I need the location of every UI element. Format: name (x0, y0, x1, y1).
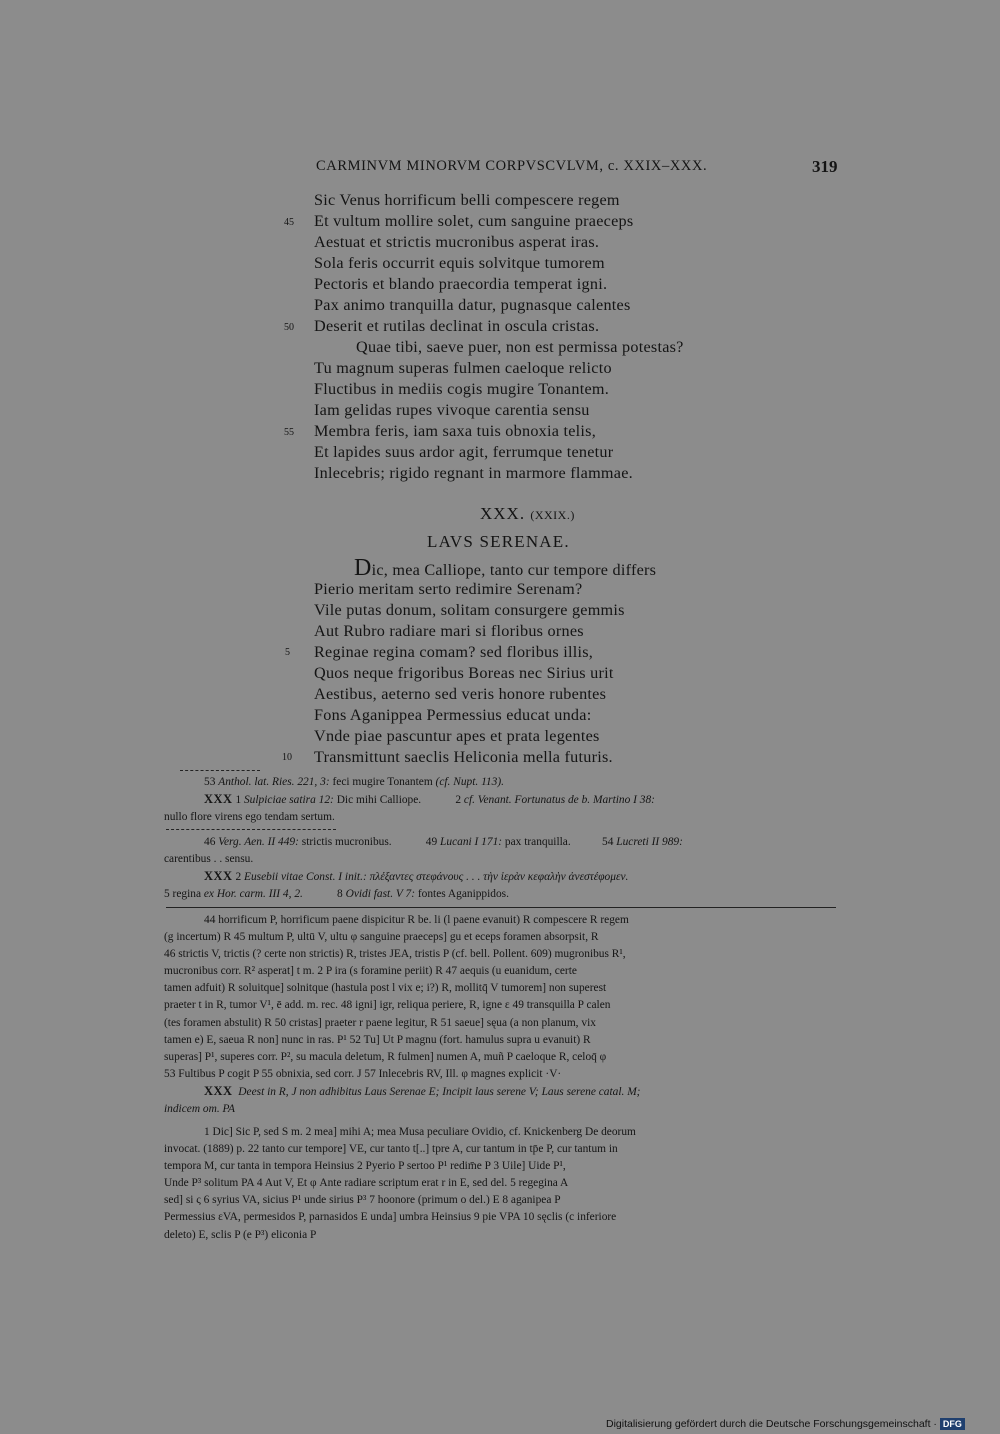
verse-line: Et vultum mollire solet, cum sanguine praeceps (314, 212, 634, 230)
verse-line: Pierio meritam serto redimire Serenam? (314, 580, 583, 598)
section-heading (480, 504, 575, 524)
line-number: 50 (284, 322, 294, 333)
line-number: 10 (282, 752, 292, 763)
verse-line: Vile putas donum, solitam consurgere gemmis (314, 601, 625, 619)
apparatus-line: 44 horrificum P, horrificum paene dispicitur R be. li (l paene evanuit) R compescere R regem (204, 914, 629, 926)
apparatus-line: praeter t in R, tumor V¹, ē add. m. rec. 48 igni] igr, reliqua periere, R, igne ε 49 transquilla P calen (164, 999, 611, 1012)
verse-line: Aut Rubro radiare mari si floribus ornes (314, 622, 584, 640)
verse-line: Et lapides suus ardor agit, ferrumque tenetur (314, 443, 614, 461)
apparatus-line: Unde P³ solitum PA 4 Aut V, Et φ Ante radiare scriptum erat r in E, sed del. 5 regegina A (164, 1177, 569, 1190)
verse-line: Aestibus, aeterno sed veris honore rubentes (314, 685, 607, 703)
apparatus-line: XXX Deest in R, J non adhibitus Laus Serenae E; Incipit laus serene V; Laus serene catal. M; (204, 1083, 641, 1098)
poem-title: LAVS SERENAE. (427, 532, 570, 551)
apparatus-line: superas] P¹, superes corr. P², su macula deletum, R fulmen] numen A, muñ P caeloque R, celoq̄ φ (164, 1050, 607, 1063)
funding-text: Digitalisierung gefördert durch die Deutsche Forschungsgemeinschaft · (606, 1418, 937, 1430)
initial-letter: D (354, 555, 372, 581)
section-alt-number: (XXIX.) (530, 508, 575, 522)
verse-line: Aestuat et strictis mucronibus asperat iras. (314, 233, 600, 251)
running-head: CARMINVM MINORVM CORPVSCVLVM, c. XXIX–XXX. (316, 158, 708, 174)
verse-line: Transmittunt saeclis Heliconia mella futuris. (314, 748, 613, 766)
footnote-rule (180, 770, 260, 771)
apparatus-line: indicem om. PA (164, 1103, 235, 1116)
verse-line: Quae tibi, saeve puer, non est permissa potestas? (356, 338, 684, 356)
apparatus-line: tamen e) E, saeua R non] nunc in ras. P¹ 52 Tu] Ut P magnu (fort. hamulus supra u evanuit) R (164, 1033, 591, 1046)
verse-line: Pax animo tranquilla datur, pugnasque calentes (314, 296, 631, 314)
apparatus-line: (tes foramen abstulit) R 50 cristas] praeter r paene legitur, R 51 saeue] sęua (a non planum, vix (164, 1016, 596, 1029)
line-number: 45 (284, 217, 294, 228)
apparatus-rule (166, 907, 836, 908)
apparatus-block-2 (164, 1124, 836, 1244)
footnote-rule (166, 829, 336, 830)
apparatus-line: Permessius εVA, permesidos P, parnasidos E unda] umbra Heinsius 9 pie VPA 10 sęclis (c inferiore (164, 1211, 617, 1224)
apparatus-line: 1 Dic] Sic P, sed S m. 2 mea] mihi A; mea Musa peculiare Ovidio, cf. Knickenberg De deorum (204, 1126, 636, 1138)
verse-line: Deserit et rutilas declinat in oscula cristas. (314, 317, 600, 335)
apparatus-line: tempora M, cur tanta in tempora Heinsius 2 Pyerio P sertoo P¹ redim̄e P 3 Uile] Uide P¹, (164, 1160, 566, 1173)
section-number: XXX. (480, 504, 526, 523)
apparatus-line: tamen adfuit) R soluitque] solnitque (hastula post l vix e; i?) R, mollitq̄ V tumorem] non superest (164, 982, 607, 995)
verse-line: Iam gelidas rupes vivoque carentia sensu (314, 401, 590, 419)
verse-line: Pectoris et blando praecordia temperat igni. (314, 275, 608, 293)
verse-line: Dic, mea Calliope, tanto cur tempore differs (354, 555, 657, 581)
verse-line: Reginae regina comam? sed floribus illis, (314, 643, 594, 661)
apparatus-line: (g incertum) R 45 multum P, ultū V, ultu φ sanguine praeceps] gu et eceps foramen absorpsit, R (164, 931, 599, 944)
verse-line: Membra feris, iam saxa tuis obnoxia telis, (314, 422, 597, 440)
apparatus-line: mucronibus corr. R² asperat] t m. 2 P ira (s foramine periit) R 47 aequis (u euanidum, certe (164, 965, 577, 978)
similia-block-2: 46 Verg. Aen. II 449: strictis mucronibus. 49 Lucani I 171: pax tranquilla. 54 Lucreti II 989: carentibus . . sensu. XXX 2 Eusebii vitae Const. I init.: πλέξαντες στεφάνους . . . τὴν ἱερὰν κεφαλὴν ἀνεστέφομεν. 5 regina ex Hor. carm. III 4, 2. 8 Ovidi fast. V 7: fontes Aganippidos. (164, 836, 683, 901)
funding-footer (606, 1418, 965, 1430)
line-number: 5 (285, 647, 290, 658)
verse-line: Tu magnum superas fulmen caeloque relicto (314, 359, 612, 377)
verse-line: Sic Venus horrificum belli compescere regem (314, 191, 620, 209)
apparatus-line: 46 strictis V, trictis (? certe non strictis) R, tristes JEA, tristis P (cf. bell. Pollent. 609) mugronibus R¹, (164, 948, 626, 961)
page-number: 319 (812, 157, 838, 176)
apparatus-line: 53 Fultibus P cogit P 55 obnixia, sed corr. J 57 Inlecebris RV, Ill. φ magnes explicit ·V· (164, 1067, 562, 1080)
dfg-logo: DFG (940, 1418, 965, 1430)
similia-block-1: 53 Anthol. lat. Ries. 221, 3: feci mugire Tonantem (cf. Nupt. 113). XXX 1 Sulpiciae satira 12: Dic mihi Calliope. 2 cf. Venant. Fortunatus de b. Martino I 38: nullo flore virens ego tendam sertum. (164, 776, 655, 824)
verse-line: Inlecebris; rigido regnant in marmore flammae. (314, 464, 633, 482)
apparatus-line: deleto) E, sclis P (e P³) eliconia P (164, 1228, 317, 1241)
line-number: 55 (284, 427, 294, 438)
verse-line: Vnde piae pascuntur apes et prata legentes (314, 727, 600, 745)
apparatus-line: sed] si ς 6 syrius VA, sicius P¹ unde sirius P³ 7 hoonore (primum o del.) E 8 aganipea P (164, 1194, 561, 1207)
verse-line: Quos neque frigoribus Boreas nec Sirius urit (314, 664, 614, 682)
apparatus-line: invocat. (1889) p. 22 tanto cur tempore] VE, cur tanto t[..] tpre A, cur tantum in tp̄e P, cur tantum in (164, 1143, 618, 1156)
verse-line: Fluctibus in mediis cogis mugire Tonantem. (314, 380, 610, 398)
verse-line: Sola feris occurrit equis solvitque tumorem (314, 254, 605, 272)
verse-line: Fons Aganippea Permessius educat unda: (314, 706, 592, 724)
apparatus-block-1 (164, 912, 836, 1118)
